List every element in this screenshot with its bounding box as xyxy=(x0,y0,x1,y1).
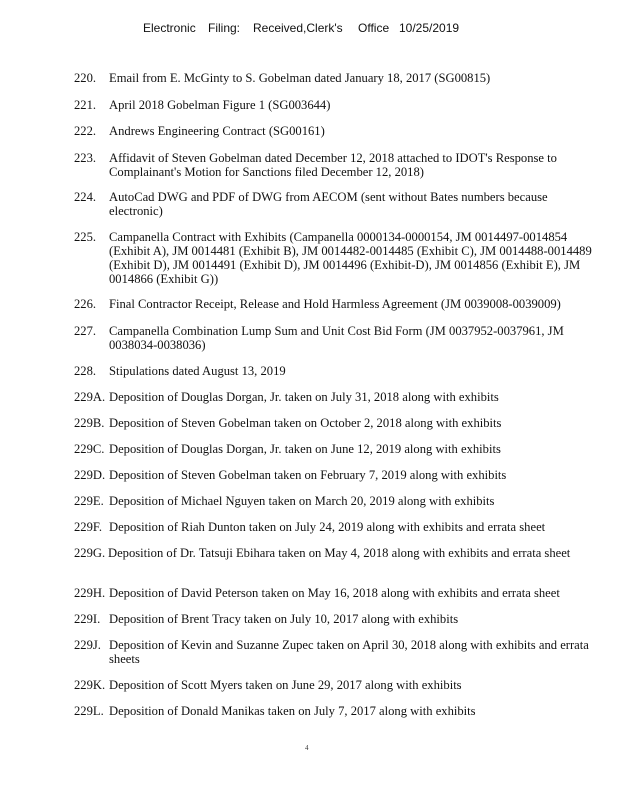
item-text: AutoCad DWG and PDF of DWG from AECOM (sent without Bates numbers because electronic) xyxy=(109,190,548,218)
item-text: Deposition of Kevin and Suzanne Zupec taken on April 30, 2018 along with exhibits and errata sheets xyxy=(109,638,589,666)
header-received: Received,Clerk's xyxy=(253,21,343,35)
item-number: 229I. xyxy=(74,612,101,626)
header-office: Office xyxy=(358,21,390,35)
item-number: 229J. xyxy=(74,638,101,652)
item-number: 229K. xyxy=(74,678,106,692)
item-text: Campanella Combination Lump Sum and Unit Cost Bid Form (JM 0037952-0037961, JM 0038034-0038036) xyxy=(109,324,564,352)
item-number: 229D. xyxy=(74,468,106,482)
item-text: Deposition of Michael Nguyen taken on March 20, 2019 along with exhibits xyxy=(109,494,495,508)
item-text: Deposition of Steven Gobelman taken on February 7, 2019 along with exhibits xyxy=(109,468,507,482)
item-text: Deposition of Brent Tracy taken on July 10, 2017 along with exhibits xyxy=(109,612,459,626)
item-text: Deposition of Scott Myers taken on June 29, 2017 along with exhibits xyxy=(109,678,462,692)
item-number: 229L. xyxy=(74,704,104,718)
item-number: 229G. xyxy=(74,546,106,560)
item-number: 222. xyxy=(74,124,97,138)
item-text: Deposition of Dr. Tatsuji Ebihara taken on May 4, 2018 along with exhibits and errata sheet xyxy=(108,546,571,560)
item-text: Affidavit of Steven Gobelman dated December 12, 2018 attached to IDOT's Response to Complainant's Motion for Sanctions filed December 12, 2018) xyxy=(109,151,557,179)
item-text: Deposition of David Peterson taken on May 16, 2018 along with exhibits and errata sheet xyxy=(109,586,560,600)
item-number: 229B. xyxy=(74,416,105,430)
item-number: 223. xyxy=(74,151,97,165)
item-text: Email from E. McGinty to S. Gobelman dated January 18, 2017 (SG00815) xyxy=(109,71,491,85)
item-text: Final Contractor Receipt, Release and Hold Harmless Agreement (JM 0039008-0039009) xyxy=(109,297,561,311)
item-number: 229F. xyxy=(74,520,103,534)
item-number: 225. xyxy=(74,230,97,244)
item-text: Andrews Engineering Contract (SG00161) xyxy=(109,124,325,138)
item-text: April 2018 Gobelman Figure 1 (SG003644) xyxy=(109,98,331,112)
item-number: 229A. xyxy=(74,390,106,404)
item-number: 224. xyxy=(74,190,97,204)
item-text: Deposition of Douglas Dorgan, Jr. taken on July 31, 2018 along with exhibits xyxy=(109,390,499,404)
item-number: 227. xyxy=(74,324,97,338)
item-text: Deposition of Douglas Dorgan, Jr. taken on June 12, 2019 along with exhibits xyxy=(109,442,501,456)
item-number: 229C. xyxy=(74,442,105,456)
item-number: 229H. xyxy=(74,586,106,600)
item-text: Stipulations dated August 13, 2019 xyxy=(109,364,286,378)
header-filing: Filing: xyxy=(208,21,241,35)
item-number: 226. xyxy=(74,297,97,311)
item-text: Deposition of Donald Manikas taken on July 7, 2017 along with exhibits xyxy=(109,704,476,718)
item-text: Deposition of Steven Gobelman taken on October 2, 2018 along with exhibits xyxy=(109,416,502,430)
page-number: 4 xyxy=(305,744,309,752)
item-number: 220. xyxy=(74,71,97,85)
header-electronic: Electronic xyxy=(143,21,196,35)
item-number: 221. xyxy=(74,98,97,112)
item-number: 229E. xyxy=(74,494,104,508)
item-number: 228. xyxy=(74,364,97,378)
header-date: 10/25/2019 xyxy=(399,21,460,35)
item-text: Campanella Contract with Exhibits (Campanella 0000134-0000154, JM 0014497-0014854 (Exhibit A), JM 0014481 (Exhibit B), JM 0014482-0014485 (Exhibit C), JM 0014488-0014489 (Exhibit D), JM 0014491 (Exhibit D), JM 0014496 (Exhibit-D), JM 0014856 (Exhibit E), JM 0014866 (Exhibit G)) xyxy=(109,230,592,286)
item-text: Deposition of Riah Dunton taken on July 24, 2019 along with exhibits and errata sheet xyxy=(109,520,546,534)
